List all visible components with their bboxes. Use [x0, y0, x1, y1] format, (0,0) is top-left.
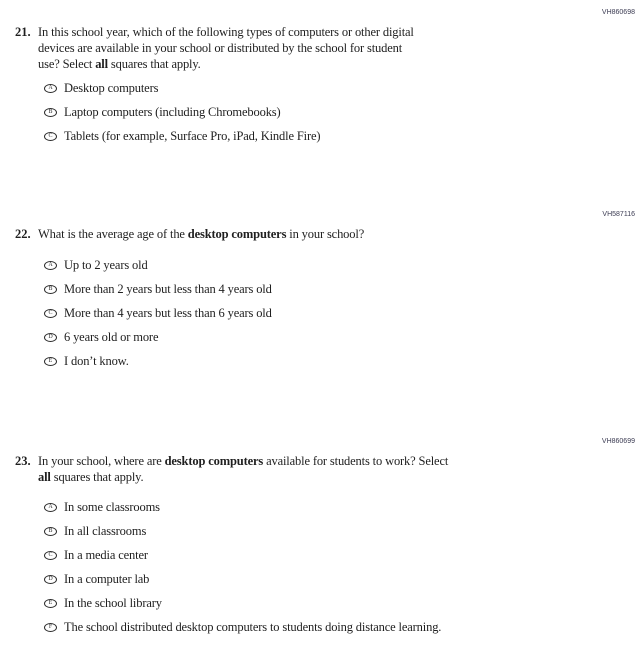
- question-text-segment: squares that apply.: [107, 57, 201, 71]
- question-block-21: [0, 9, 642, 153]
- answer-option-f[interactable]: [44, 620, 642, 634]
- answer-option-label: Desktop computers: [64, 81, 159, 95]
- question-text-segment: all: [38, 470, 51, 484]
- question-text-segment: desktop computers: [164, 454, 264, 468]
- question-text-segment: use? Select: [38, 57, 96, 71]
- question-stem: [0, 453, 642, 485]
- answer-bubble-icon[interactable]: A: [44, 261, 57, 270]
- answer-option-label: In some classrooms: [64, 500, 160, 514]
- answer-bubble-icon[interactable]: A: [44, 84, 57, 93]
- answer-options: [44, 258, 642, 368]
- answer-option-c[interactable]: [44, 306, 642, 320]
- question-block-23: [0, 438, 642, 644]
- question-text: [38, 24, 414, 72]
- question-text-line: [38, 56, 414, 72]
- answer-option-label: Laptop computers (including Chromebooks): [64, 105, 281, 119]
- answer-option-label: In a computer lab: [64, 572, 150, 586]
- answer-bubble-icon[interactable]: F: [44, 623, 57, 632]
- answer-option-b[interactable]: [44, 282, 642, 296]
- answer-option-label: 6 years old or more: [64, 330, 159, 344]
- question-number: 22.: [15, 227, 31, 241]
- question-stem: [0, 24, 642, 72]
- answer-option-label: In all classrooms: [64, 524, 147, 538]
- answer-bubble-icon[interactable]: E: [44, 599, 57, 608]
- question-block-22: [0, 211, 642, 378]
- question-text-segment: all: [95, 57, 108, 71]
- question-text-line: [38, 226, 364, 242]
- item-code-label: VH860699: [601, 438, 635, 445]
- answer-option-a[interactable]: [44, 258, 642, 272]
- answer-option-label: In the school library: [64, 596, 162, 610]
- answer-bubble-icon[interactable]: B: [44, 108, 57, 117]
- question-stem: [0, 226, 642, 242]
- answer-option-label: In a media center: [64, 548, 148, 562]
- question-text-line: [38, 453, 448, 469]
- question-text-segment: desktop computers: [187, 227, 287, 241]
- answer-bubble-icon[interactable]: C: [44, 551, 57, 560]
- answer-option-e[interactable]: [44, 596, 642, 610]
- answer-options: [44, 81, 642, 143]
- answer-bubble-icon[interactable]: C: [44, 132, 57, 141]
- answer-option-d[interactable]: [44, 572, 642, 586]
- answer-option-a[interactable]: [44, 81, 642, 95]
- answer-option-label: I don’t know.: [64, 354, 129, 368]
- question-text-segment: In your school, where are: [38, 454, 165, 468]
- answer-bubble-icon[interactable]: D: [44, 575, 57, 584]
- question-text-segment: devices are available in your school or distributed by the school for student: [38, 41, 403, 55]
- question-text-line: [38, 469, 448, 485]
- answer-bubble-icon[interactable]: D: [44, 333, 57, 342]
- answer-option-e[interactable]: [44, 354, 642, 368]
- answer-bubble-icon[interactable]: E: [44, 357, 57, 366]
- question-text-segment: In this school year, which of the following types of computers or other digital: [38, 25, 414, 39]
- question-text-segment: What is the average age of the: [38, 227, 188, 241]
- answer-option-c[interactable]: [44, 548, 642, 562]
- answer-option-label: Tablets (for example, Surface Pro, iPad, Kindle Fire): [64, 129, 321, 143]
- question-text: [38, 226, 364, 242]
- answer-option-c[interactable]: [44, 129, 642, 143]
- answer-options: [44, 500, 642, 634]
- question-number: 21.: [15, 25, 31, 39]
- answer-option-label: The school distributed desktop computers to students doing distance learning.: [64, 620, 442, 634]
- answer-bubble-icon[interactable]: A: [44, 503, 57, 512]
- answer-option-b[interactable]: [44, 524, 642, 538]
- question-text: [38, 453, 448, 485]
- answer-option-d[interactable]: [44, 330, 642, 344]
- answer-bubble-icon[interactable]: B: [44, 527, 57, 536]
- answer-option-b[interactable]: [44, 105, 642, 119]
- question-text-line: [38, 24, 414, 40]
- question-text-segment: available for students to work? Select: [263, 454, 449, 468]
- answer-option-label: Up to 2 years old: [64, 258, 148, 272]
- answer-bubble-icon[interactable]: B: [44, 285, 57, 294]
- answer-option-label: More than 2 years but less than 4 years old: [64, 282, 272, 296]
- answer-bubble-icon[interactable]: C: [44, 309, 57, 318]
- question-text-segment: in your school?: [286, 227, 365, 241]
- question-text-line: [38, 40, 414, 56]
- answer-option-a[interactable]: [44, 500, 642, 514]
- question-number: 23.: [15, 454, 31, 468]
- answer-option-label: More than 4 years but less than 6 years old: [64, 306, 272, 320]
- question-text-segment: squares that apply.: [50, 470, 144, 484]
- item-code-label: VH587116: [602, 211, 635, 218]
- item-code-label: VH860698: [601, 9, 635, 16]
